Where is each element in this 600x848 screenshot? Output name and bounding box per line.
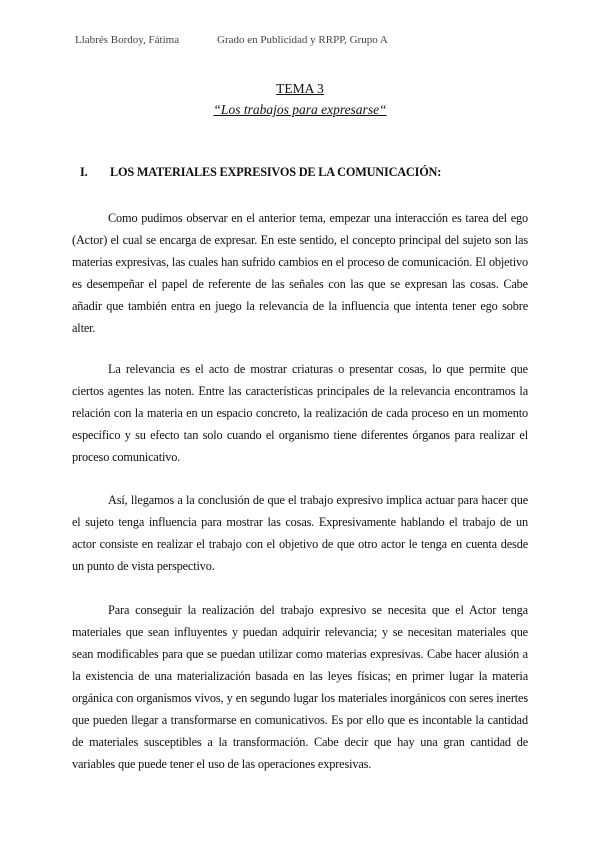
- section-number: I.: [80, 165, 88, 179]
- title-block: [0, 80, 600, 119]
- body-paragraph: Como pudimos observar en el anterior tema, empezar una interacción es tarea del ego (Actor) el cual se encarga de expresar. En este sentido, el concepto principal del sujeto son las materias expresivas, las cuales han sufrido cambios en el proceso de comunicación. El objetivo es desempeñar el papel de referente de las señales con las que se expresan las cosas. Cabe añadir que también entra en juego la relevancia de la influencia que intenta tener ego sobre alter.: [72, 211, 528, 335]
- section-heading-text: LOS MATERIALES EXPRESIVOS DE LA COMUNICACIÓN:: [110, 165, 442, 179]
- body-paragraph: La relevancia es el acto de mostrar criaturas o presentar cosas, lo que permite que ciertos agentes las noten. Entre las características principales de la relevancia encontramos la relación con la materia en un espacio concreto, la realización de cada proceso en un momento específico y su efecto tan solo cuando el organismo tiene diferentes órganos para realizar el proceso comunicativo.: [72, 362, 528, 464]
- document-subtitle: “Los trabajos para expresarse“: [213, 102, 387, 117]
- header-course: Grado en Publicidad y RRPP, Grupo A: [217, 34, 388, 46]
- section-heading: [80, 165, 441, 180]
- page-header: [75, 34, 388, 46]
- body-paragraph: Así, llegamos a la conclusión de que el trabajo expresivo implica actuar para hacer que el sujeto tenga influencia para mostrar las cosas. Expresivamente hablando el trabajo de un actor consiste en realizar el trabajo con el objetivo de que otro actor le tenga en cuenta desde un punto de vista perspectivo.: [72, 493, 528, 573]
- header-author: Llabrés Bordoy, Fátima: [75, 34, 180, 46]
- document-title: TEMA 3: [276, 81, 324, 96]
- body-paragraph: Para conseguir la realización del trabajo expresivo se necesita que el Actor tenga materiales que sean influyentes y puedan adquirir relevancia; y se necesitan materiales que sean modificables para que se puedan utilizar como materias expresivas. Cabe hacer alusión a la existencia de una materialización basada en las leyes físicas; en primer lugar la materia orgánica con organismos vivos, y en segundo lugar los materiales inorgánicos con seres inertes que pueden llegar a transformarse en comunicativos. Es por ello que es incontable la cantidad de materiales susceptibles a la transformación. Cabe decir que hay una gran cantidad de variables que puede tener el uso de las operaciones expresivas.: [72, 603, 528, 771]
